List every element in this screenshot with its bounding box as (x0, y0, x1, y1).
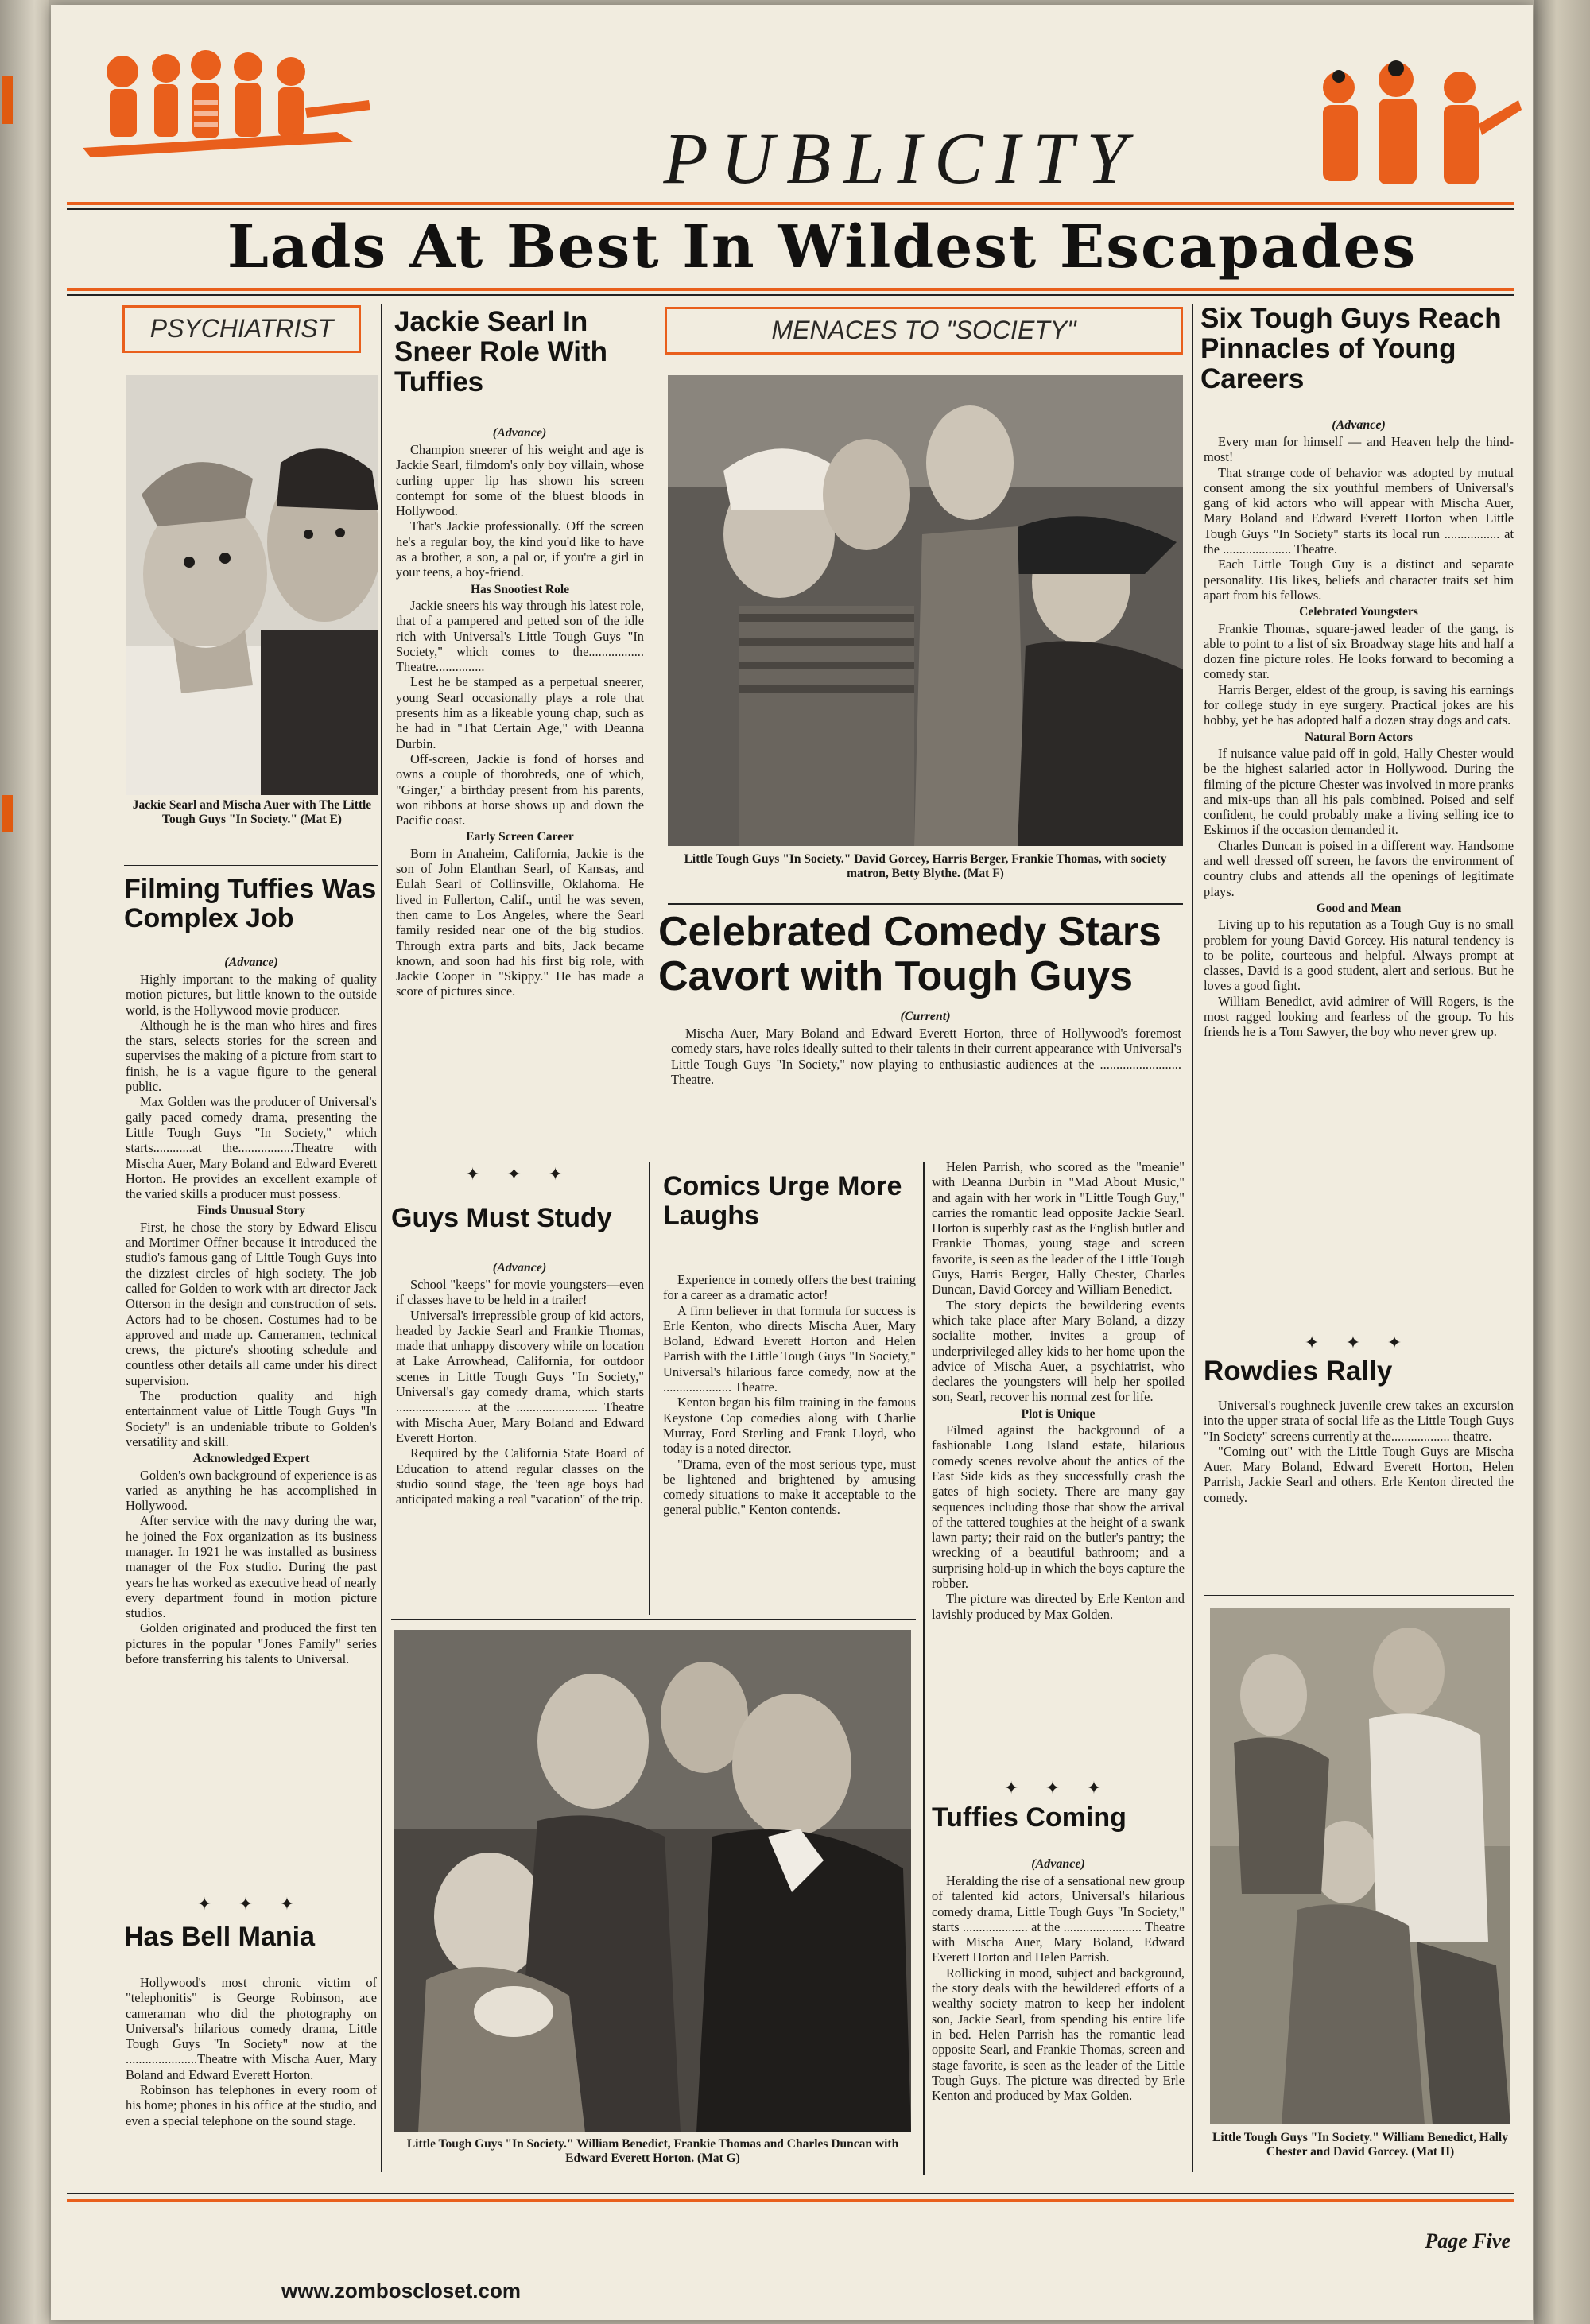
paragraph: That's Jackie professionally. Off the screen he's a regular boy, the kind you'd like to have as a brother, a son, a pal or, if you're a girl in your teens, a boy-friend. (396, 518, 644, 580)
tuffies-coming-body (932, 1873, 1185, 2179)
photo-mat-e-image (126, 375, 378, 795)
caption-rule (668, 903, 1183, 905)
dancing-figures-illustration-left (67, 37, 385, 188)
subhead: Plot is Unique (1021, 1406, 1096, 1421)
paragraph: "Coming out" with the Little Tough Guys are Mischa Auer, Mary Boland, Edward Everett Horton, Helen Parrish, Jackie Searl and others. Erle Kenton directed the comedy. (1204, 1443, 1514, 1505)
caption-mat-h: Little Tough Guys "In Society." William Benedict, Hally Chester and David Gorcey. (Mat H) (1212, 2131, 1508, 2159)
celebrated-comedy-body-continued (932, 1159, 1185, 1763)
column-rule (1192, 304, 1193, 2172)
adjacent-page-edge-right (1534, 0, 1590, 2324)
paragraph: Hollywood's most chronic victim of "telephonitis" is George Robinson, ace cameraman who did the photography on Universal's hilarious comedy drama, Little Tough Guys "In Society" now at the ......................Theatre with Mischa Auer, Mary Boland and Edward Everett Horton. (126, 1975, 377, 2082)
photo-mat-h-image (1210, 1608, 1510, 2124)
jackie-searl-body (396, 442, 644, 1158)
paragraph: Helen Parrish, who scored as the "meanie" with Deanna Durbin in "Mad About Music," and again with her work in "Little Tough Guy," carries the romantic lead opposite Jackie Searl. Horton is superbly cast as the English butler and Frankie Thomas, young stage and screen favorite, is seen as the leader of the Little Tough Guys, Harris Berger, Hally Chester, Charles Duncan, David Gorcey and William Benedict. (932, 1159, 1185, 1298)
photo-top-rule (391, 1619, 916, 1620)
paragraph: The story depicts the bewildering events which take place after Mary Boland, a dizzy socialite mother, invites a group of underprivileged alley kids to her home upon the advice of Mischa Auer, a psychiatrist, who declares the youngsters will help her spoiled son, Searl, recover his normal zest for life. (932, 1297, 1185, 1405)
paragraph: Experience in comedy offers the best training for a career as a dramatic actor! (663, 1272, 916, 1303)
paragraph: Kenton began his film training in the famous Keystone Cop comedies along with Charlie Murray, Ford Sterling and Frank Lloyd, who today is a noted director. (663, 1395, 916, 1457)
paragraph: "Drama, even of the most serious type, must be lightened and brightened by amusing comedy situations to make it acceptable to the general public," Kenton contends. (663, 1456, 916, 1518)
paragraph: First, he chose the story by Edward Eliscu and Mortimer Offner because it introduced the studio's famous gang of Little Tough Guys into the dizziest circles of high society. The job called for Golden to work with art director Jack Otterson in the design and construction of sets. Actors had to be chosen. Costumes had to be approved and made up. Cameramen, technical crews, the picture's shooting schedule and countless other details all came under his direct supervision. (126, 1219, 377, 1388)
page-number: Page Five (1425, 2229, 1510, 2252)
photo-top-rule (1204, 1595, 1514, 1596)
paragraph: Heralding the rise of a sensational new group of talented kid actors, Universal's hilarious comedy drama, Little Tough Guys "In Society," starts .................... at the ........................ Theatre with Mischa Auer, Mary Boland, Edward Everett Horton and Helen Parrish. (932, 1873, 1185, 1965)
headline-orange-rule (67, 288, 1514, 291)
guys-must-study-headline: Guys Must Study (391, 1203, 612, 1233)
paragraph: A firm believer in that formula for success is Erle Kenton, who directs Mischa Auer, Mary Boland, Edward Everett Horton and Helen Parrish with the Little Tough Guys "In Society," Universal's hilarious farce comedy, now at the ..................... Theatre. (663, 1302, 916, 1395)
section-divider-stars: ✦ ✦ ✦ (1304, 1333, 1414, 1352)
celebrated-comedy-headline: Celebrated Comedy Stars Cavort with Tough Guys (658, 909, 1161, 1000)
section-divider-stars: ✦ ✦ ✦ (1003, 1778, 1113, 1798)
paragraph: Robinson has telephones in every room of his home; phones in his office at the studio, and even a special telephone on the sound stage. (126, 2082, 377, 2128)
page-headline: Lads At Best In Wildest Escapades (227, 213, 1417, 281)
paragraph: Lest he be stamped as a perpetual sneerer, young Searl occasionally plays a role that presents him as a likeable young chap, such as he had in "That Certain Age," with Deanna Durbin. (396, 674, 644, 751)
subhead: Celebrated Youngsters (1299, 605, 1418, 619)
masthead-dark-rule (67, 208, 1514, 210)
photo-mat-f-image (668, 375, 1183, 846)
filming-tuffies-headline: Filming Tuffies Was Complex Job (124, 874, 377, 933)
section-divider-stars: ✦ ✦ ✦ (465, 1164, 574, 1184)
paragraph: Each Little Tough Guy is a distinct and separate personality. His likes, beliefs and character traits set him apart from his fellows. (1204, 557, 1514, 603)
paragraph: William Benedict, avid admirer of Will Rogers, is the most ragged looking and fearless of the group. To his friends he is a Tom Sawyer, the boy who never grew up. (1204, 993, 1514, 1040)
paragraph: Universal's roughneck juvenile crew takes an excursion into the upper strata of social life as the Little Tough Guys "In Society" screens currently at the.................. theatre. (1204, 1398, 1514, 1444)
paragraph: Off-screen, Jackie is fond of horses and owns a couple of thorobreds, one of which, "Ginger," a birthday present from his parents, won ribbons at horse shows up and down the Pacific coast. (396, 751, 644, 828)
filming-tuffies-body (126, 972, 377, 1886)
tuffies-advance-label: (Advance) (1031, 1857, 1085, 1871)
paragraph: School "keeps" for movie youngsters—even if classes have to be held in a trailer! (396, 1277, 644, 1308)
comics-urge-headline: Comics Urge More Laughs (663, 1171, 902, 1231)
photo-mat-h (1210, 1608, 1510, 2124)
paragraph: Required by the California State Board of Education to attend regular classes on the studio sound stage, the 'teen age boys had anticipated making a real "vacation" of the trip. (396, 1445, 644, 1507)
caption-mat-e: Jackie Searl and Mischa Auer with The Little Tough Guys "In Society." (Mat E) (132, 798, 372, 826)
six-tough-guys-headline: Six Tough Guys Reach Pinnacles of Young Careers (1200, 303, 1502, 394)
celebrated-comedy-body-wide (671, 1026, 1181, 1161)
paragraph: Although he is the man who hires and fires the stars, selects stories for the screen and supervises the making of a picture from start to finish, he is a vague figure to the general public. (126, 1017, 377, 1095)
rowdies-rally-headline: Rowdies Rally (1204, 1356, 1393, 1387)
paragraph: Filmed against the background of a fashionable Long Island estate, hilarious comedy scenes revolve about the antics of the East Side kids as they successfully crash the gates of high society. There are many gay sequences including those that show the arrival of the tattered toughies at the height of a swank lawn party; their raid on the butler's pantry; the wrecking of a beautiful bathroom; and a surprising hold-up in which the boys capture the robber. (932, 1422, 1185, 1592)
six-advance-label: (Advance) (1332, 418, 1386, 432)
paragraph: Mischa Auer, Mary Boland and Edward Everett Horton, three of Hollywood's foremost comedy stars, have roles ideally suited to their talents in their current appearance with Universal's Little Tough Guys "In Society," now playing to enthusiastic audiences at the ......................... Theatre. (671, 1026, 1181, 1087)
footer-dark-rule (67, 2193, 1514, 2194)
paragraph: Every man for himself — and Heaven help the hind-most! (1204, 434, 1514, 465)
paragraph: Harris Berger, eldest of the group, is saving his earnings for college study in eye surgery. Practical jokes are his hobby, yet he has adopted half a dozen stray dogs and cats. (1204, 681, 1514, 728)
paragraph: Born in Anaheim, California, Jackie is the son of John Elanthan Searl, of Kansas, and Eulah Searl of Collinsville, Oklahoma. He lived in Fullerton, Calif., until he was seven, then came to Los Angeles, where the Searl family resided near one of the big studios. Through extra parts and bits, Jack became known, and soon had his first big role, with Jackie Cooper in "Skippy." He has made a score of pictures since. (396, 845, 644, 999)
photo-mat-e (126, 375, 378, 795)
paragraph: Frankie Thomas, square-jawed leader of the gang, is able to point to a list of six Broadway stage hits and half a dozen fine picture roles. He looks forward to becoming a comedy star. (1204, 620, 1514, 682)
paragraph: The picture was directed by Erle Kenton and lavishly produced by Max Golden. (932, 1591, 1185, 1622)
paragraph: Max Golden was the producer of Universal's gaily paced comedy drama, presenting the Little Tough Guys "In Society," which starts............at the.................Theatre with Mischa Auer, Mary Boland and Edward Everett Horton. He provides an excellent example of the varied skills a producer must possess. (126, 1094, 377, 1202)
celebrated-current-label: (Current) (900, 1010, 951, 1023)
paragraph: Universal's irrepressible group of kid actors, headed by Jackie Searl and Frankie Thomas, made that unhappy discovery while on location at Lake Arrowhead, California, for outdoor scenes in Little Tough Guys "In Society," Universal's gay comedy drama, which starts ....................... at the ......................... Theatre with Mischa Auer, Mary Boland and Edward Everett Horton. (396, 1307, 644, 1445)
tuffies-coming-headline: Tuffies Coming (932, 1802, 1127, 1833)
comics-urge-body (663, 1272, 916, 1614)
source-watermark: www.zomboscloset.com (281, 2279, 521, 2303)
subhead: Early Screen Career (466, 830, 574, 844)
bell-mania-headline: Has Bell Mania (124, 1922, 315, 1952)
six-tough-guys-body (1204, 434, 1514, 1317)
adjacent-page-orange-mark (2, 76, 13, 124)
paragraph: That strange code of behavior was adopted by mutual consent among the six youthful members of Universal's gang of kid actors who will appear with Mischa Auer, Mary Boland and Edward Everett Horton when Little Tough Guys "In Society" starts its local run ................. at the ..................... Theatre. (1204, 464, 1514, 557)
paragraph: Highly important to the making of quality motion pictures, but little known to the outside world, is the Hollywood movie producer. (126, 972, 377, 1018)
paragraph: Jackie sneers his way through his latest role, that of a pampered and petted son of the idle rich with Universal's Little Tough Guys "In Society," which comes to the................. Theatre............... (396, 597, 644, 675)
adjacent-page-orange-mark (2, 795, 13, 832)
bell-mania-body (126, 1975, 377, 2174)
psychiatrist-section-box: PSYCHIATRIST (122, 305, 361, 353)
paragraph: Golden's own background of experience is as varied as anything he has accomplished in Hollywood. (126, 1467, 377, 1514)
column-rule (381, 304, 382, 2172)
paragraph: If nuisance value paid off in gold, Hally Chester would be the highest salaried actor in Hollywood. During the filming of the picture Chester was involved in more pranks and mix-ups than all his pals combined. Poised and self confident, he could probably make a living selling ice to Eskimos if the occasion demanded it. (1204, 745, 1514, 838)
column-rule (923, 1162, 925, 2175)
jackie-searl-headline: Jackie Searl In Sneer Role With Tuffies (394, 306, 608, 398)
photo-mat-g-image (394, 1630, 911, 2132)
paragraph: The production quality and high entertainment value of Little Tough Guys "In Society" is an undeniable tribute to Golden's versatility and skill. (126, 1388, 377, 1449)
publicity-masthead: PUBLICITY (663, 118, 1140, 199)
adjacent-page-edge (0, 0, 49, 2324)
section-divider-stars: ✦ ✦ ✦ (196, 1894, 306, 1914)
masthead-orange-rule (67, 202, 1514, 205)
headline-dark-rule (67, 294, 1514, 296)
paragraph: Golden originated and produced the first ten pictures in the popular "Jones Family" series before transferring his talents to Universal. (126, 1620, 377, 1667)
filming-advance-label: (Advance) (224, 956, 278, 969)
press-book-page (51, 5, 1533, 2320)
subhead: Finds Unusual Story (196, 1204, 306, 1218)
jackie-advance-label: (Advance) (492, 426, 547, 440)
photo-mat-g (394, 1630, 911, 2132)
tough-guys-illustration-right (1291, 52, 1522, 204)
subhead: Has Snootiest Role (471, 582, 569, 596)
caption-mat-f: Little Tough Guys "In Society." David Gorcey, Harris Berger, Frankie Thomas, with society matron, Betty Blythe. (Mat F) (684, 852, 1167, 880)
subhead: Acknowledged Expert (192, 1452, 310, 1466)
rowdies-rally-body (1204, 1398, 1514, 1597)
subhead: Good and Mean (1316, 901, 1402, 915)
photo-mat-f (668, 375, 1183, 846)
study-advance-label: (Advance) (492, 1261, 547, 1275)
menaces-section-box: MENACES TO "SOCIETY" (665, 307, 1183, 355)
caption-mat-g: Little Tough Guys "In Society." William Benedict, Frankie Thomas and Charles Duncan with Edward Everett Horton. (Mat G) (406, 2137, 899, 2165)
paragraph: Champion sneerer of his weight and age is Jackie Searl, filmdom's only boy villain, whose curling upper lip has shown his screen contempt for some of the bluest bloods in Hollywood. (396, 442, 644, 519)
guys-must-study-body (396, 1277, 644, 1611)
paragraph: Living up to his reputation as a Tough Guy is no small problem for young David Gorcey. His natural tendency is to be polite, courteous and helpful. Always prompt at classes, David is a good student, alert and serious. But he loves a good fight. (1204, 917, 1514, 994)
footer-orange-rule (67, 2199, 1514, 2202)
subhead: Natural Born Actors (1304, 730, 1414, 744)
paragraph: Charles Duncan is poised in a different way. Handsome and well dressed off screen, he favors the environment of country clubs and attends all the openings of legitimate plays. (1204, 837, 1514, 899)
paragraph: Rollicking in mood, subject and background, the story deals with the bewildered efforts of a wealthy society matron to keep her indolent son, Jackie Searl, from spending his entire life in bed. Helen Parrish has the romantic lead opposite Searl, and Frankie Thomas, screen and stage favorite, is seen as the leader of the Little Tough Guys. The picture was directed by Erle Kenton and produced by Max Golden. (932, 1965, 1185, 2104)
caption-rule (124, 865, 378, 866)
paragraph: After service with the navy during the war, he joined the Fox organization as its business manager. In 1921 he was installed as business manager of the Fox studio. During the past years he has worked as executive head of nearly every department found in motion picture studios. (126, 1513, 377, 1621)
